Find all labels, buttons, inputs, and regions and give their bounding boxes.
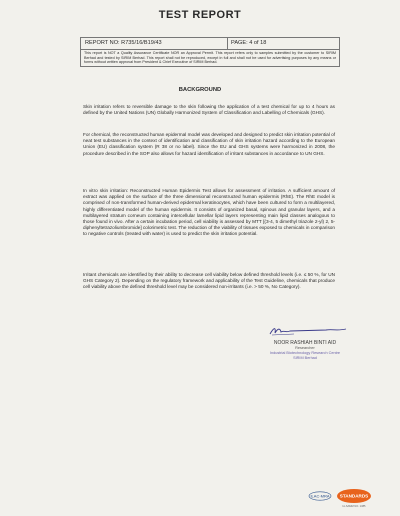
signatory-role: Researcher [295, 346, 315, 350]
section-heading: BACKGROUND [178, 87, 222, 93]
svg-text:STANDARDS: STANDARDS [339, 493, 369, 499]
report-header-row [81, 38, 339, 50]
signature-image [266, 325, 352, 337]
paragraph-1: Skin irritation refers to reversible damage to the skin following the application of a test chemical for up to 4 hours as defined by the United Nations (UN) Globally Harmonized System of Classification and Labelling of Chemicals (GHS). [83, 104, 335, 116]
header-divider [227, 38, 228, 49]
standards-malaysia-logo [336, 488, 372, 504]
accreditation-label: IA-SAMM NO. 1385 [342, 505, 366, 508]
paragraph-4: Irritant chemicals are identified by their ability to decrease cell viability below defined threshold levels (i.e. ≤ 50 %, for UN GHS Category 2). Depending on the regulatory framework and applicability of the Test Guideline, chemicals that produce cell viability above the defined threshold level may be considered non-irritants (i.e. > 50 %, No Category). [83, 272, 335, 290]
signatory-name: NOOR RASHIAH BINTI AID [273, 340, 337, 346]
svg-text:ILAC·MRA: ILAC·MRA [310, 493, 330, 499]
signatory-organization: SIRIM Berhad [293, 356, 317, 360]
report-title: TEST REPORT [158, 9, 242, 21]
ilac-mra-logo [308, 491, 332, 501]
paragraph-3: In vitro skin irritation: Reconstructed Human Epidermis Test allows for assessment of irritation. A sufficient amount of extract was applied on the surface of the three dimensional reconstructed human epidermis (RhE). The RhE model is comprised of non-transformed human-derived epidermal keratinocytes, which have been cultured to form a multilayered, highly differentiated model of the human epidermis. It consists of organized basal, spinous and granular layers, and a multilayered stratum corneum containing intercellular lamellar lipid layers representing main lipid classes analogous to those found in vivo. After a certain incubation period, cell viability is assessed by MTT [(3-4, 5 dimethyl triazole 2-yl) 2, 5-diphenyltetrazoliumbromide] colorimetric test. The reduction of the viability of tissues exposed to chemicals in comparison to negative controls (treated with water) is used to predict the skin irritation potential. [83, 188, 335, 237]
report-number: REPORT NO: R735/16/B19/43 [85, 40, 162, 46]
paragraph-2: For chemical, the reconstructed human epidermal model was developed and designed to predict skin irritation potential of neat test substances in the context of identification and classification of skin irritation hazard according to the European Union (EU) classification system (R 38 or no label). Since the EU and GHS systems were harmonized in 2008, the procedure described in the SOP also allows for hazard identification of irritant substances in accordance to UN GHS. [83, 132, 335, 156]
report-header-box [80, 37, 340, 67]
signatory-department: Industrial Biotechnology Research Centre [269, 351, 341, 355]
disclaimer-note: This report is NOT a Quality Assurance Certificate NOR an Approval Permit. This report refers only to samples submitted by the customer to SIRIM Berhad and tested by SIRIM Berhad. This report shall not be reproduced, except in full and shall not be used for advertising purposes by any means or forms without written approval from President & Chief Executive of SIRIM Berhad. [84, 51, 336, 65]
page-number: PAGE: 4 of 18 [231, 40, 267, 46]
